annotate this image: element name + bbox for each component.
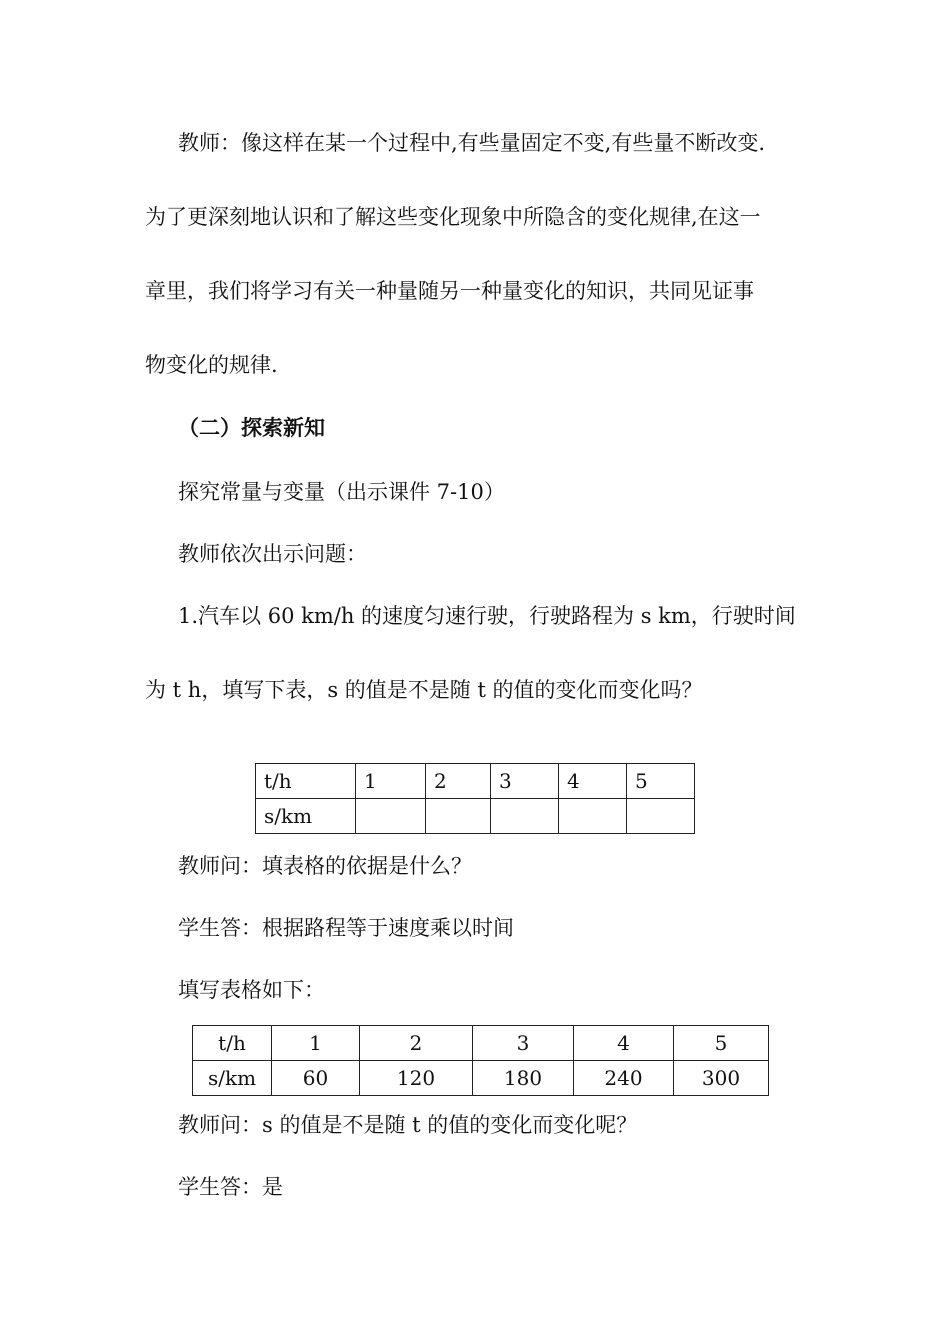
table-cell: 120 <box>360 1061 473 1096</box>
paragraph-line: 教师：像这样在某一个过程中,有些量固定不变,有些量不断改变. <box>178 131 766 155</box>
table-cell: 60 <box>272 1061 360 1096</box>
table-cell: 300 <box>674 1061 769 1096</box>
table-cell: 2 <box>360 1026 473 1061</box>
empty-data-table <box>255 763 695 834</box>
table-row <box>256 764 695 799</box>
table-cell: 1 <box>272 1026 360 1061</box>
table-row <box>193 1026 769 1061</box>
table-cell <box>356 799 426 834</box>
table-cell: 1 <box>356 764 426 799</box>
table-cell <box>491 799 559 834</box>
question-1-line-2: 为 t h，填写下表，s 的值是不是随 t 的值的变化而变化吗？ <box>145 678 703 702</box>
explore-title: 探究常量与变量（出示课件 7-10） <box>178 480 505 504</box>
table-cell: 5 <box>674 1026 769 1061</box>
table-row <box>193 1061 769 1096</box>
teacher-question: 教师问：填表格的依据是什么？ <box>178 854 472 878</box>
filled-data-table <box>192 1025 769 1096</box>
table-cell: 4 <box>574 1026 674 1061</box>
table-cell: 240 <box>574 1061 674 1096</box>
table-cell: 3 <box>473 1026 574 1061</box>
section-heading: （二）探索新知 <box>178 415 325 440</box>
teacher-shows: 教师依次出示问题： <box>178 542 367 566</box>
paragraph-line: 物变化的规律. <box>145 353 278 377</box>
table-row <box>256 799 695 834</box>
student-answer: 学生答：是 <box>178 1175 283 1199</box>
paragraph-line: 章里，我们将学习有关一种量随另一种量变化的知识，共同见证事 <box>145 279 754 303</box>
table-cell: t/h <box>256 764 356 799</box>
table-cell <box>627 799 695 834</box>
teacher-question: 教师问：s 的值是不是随 t 的值的变化而变化呢？ <box>178 1113 638 1137</box>
table-cell: 3 <box>491 764 559 799</box>
table-cell <box>559 799 627 834</box>
table-cell: 5 <box>627 764 695 799</box>
student-answer: 学生答：根据路程等于速度乘以时间 <box>178 916 514 940</box>
table-cell: s/km <box>256 799 356 834</box>
paragraph-line: 为了更深刻地认识和了解这些变化现象中所隐含的变化规律,在这一 <box>145 205 761 229</box>
table-cell: t/h <box>193 1026 272 1061</box>
table-cell: s/km <box>193 1061 272 1096</box>
table-cell: 4 <box>559 764 627 799</box>
question-1-line-1: 1.汽车以 60 km/h 的速度匀速行驶，行驶路程为 s km，行驶时间 <box>178 604 796 628</box>
table-cell <box>426 799 491 834</box>
table-cell: 2 <box>426 764 491 799</box>
table-cell: 180 <box>473 1061 574 1096</box>
fill-table-label: 填写表格如下： <box>178 978 325 1002</box>
